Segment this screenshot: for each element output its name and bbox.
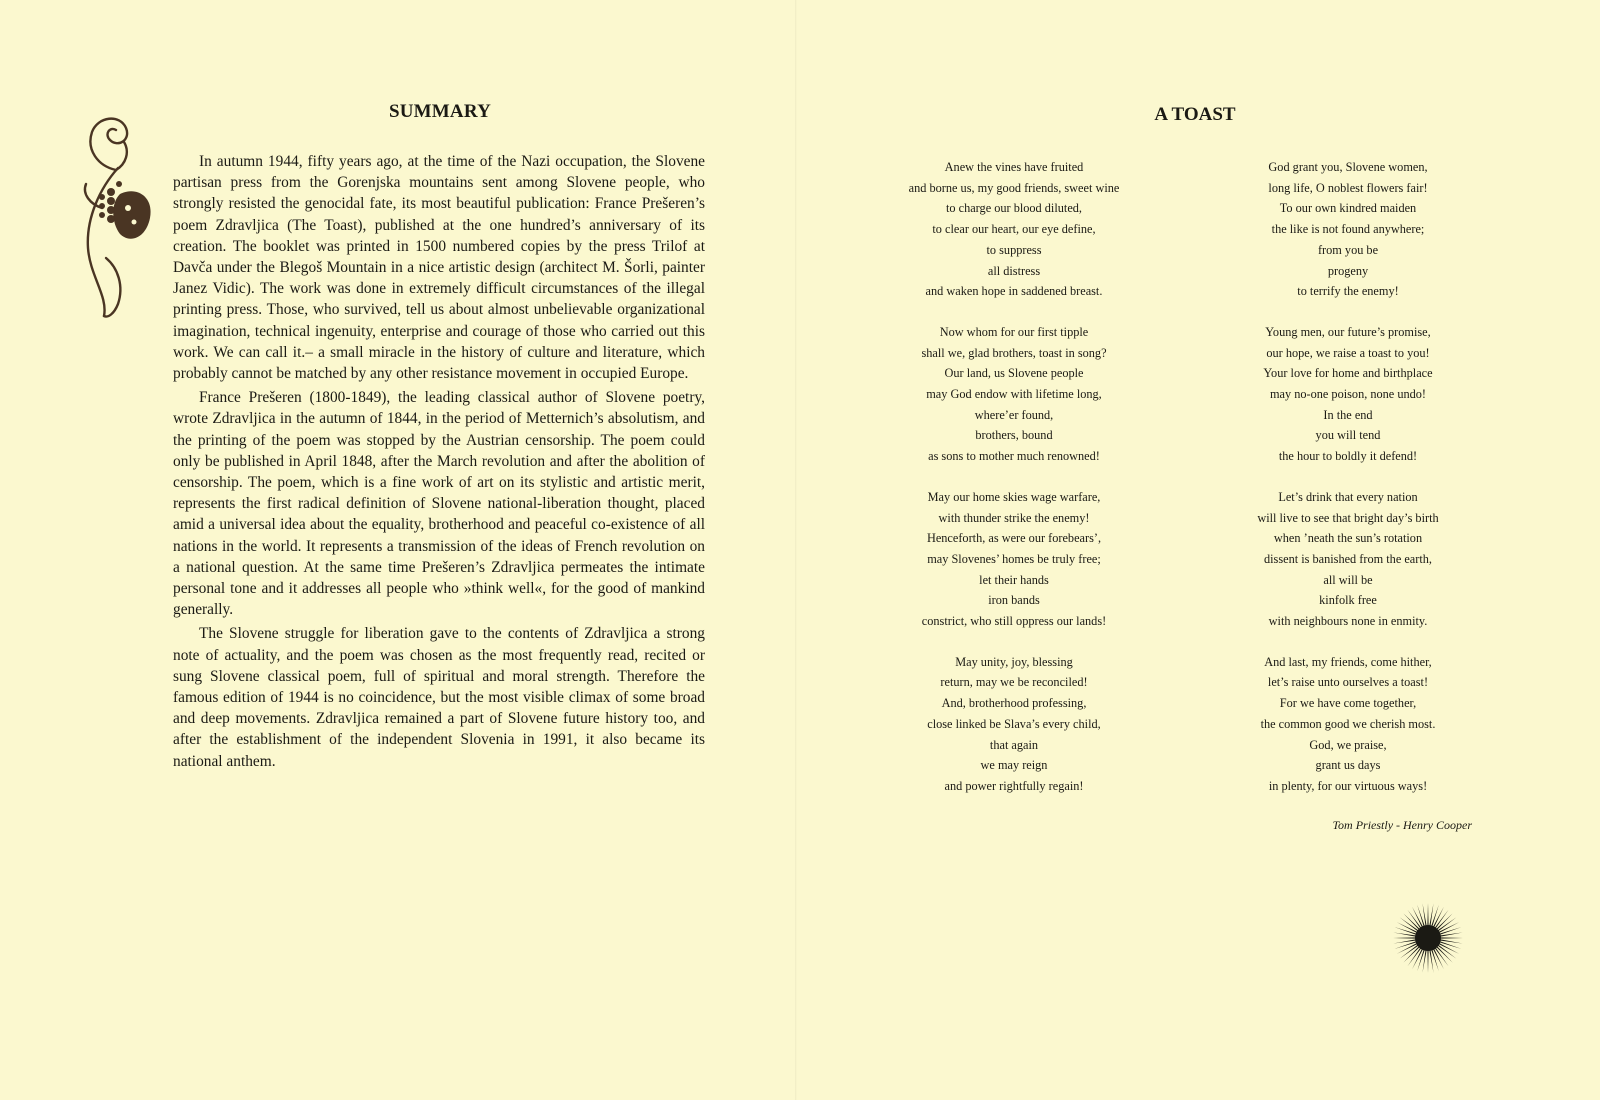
poem-line: Young men, our future’s promise, xyxy=(1265,324,1431,339)
poem-line: with neighbours none in enmity. xyxy=(1268,614,1428,629)
summary-title: SUMMARY xyxy=(388,101,492,122)
translator-credit: Tom Priestly - Henry Cooper xyxy=(1332,818,1472,832)
poem-line: all will be xyxy=(1323,572,1373,587)
poem-line: For we have come together, xyxy=(1279,696,1417,711)
poem-line: and power rightfully regain! xyxy=(944,778,1084,793)
poem-line: constrict, who still oppress our lands! xyxy=(921,614,1107,629)
poem-line: to suppress xyxy=(986,242,1042,257)
poem-line: we may reign xyxy=(980,758,1048,773)
poem-line: kinfolk free xyxy=(1319,593,1377,608)
poem-line: will live to see that bright day’s birth xyxy=(1257,510,1439,525)
poem-line: from you be xyxy=(1317,242,1379,257)
poem-line: when ’neath the sun’s rotation xyxy=(1273,531,1423,546)
poem-line: progeny xyxy=(1327,263,1369,278)
poem-line: Let’s drink that every nation xyxy=(1278,489,1418,504)
poem-line: shall we, glad brothers, toast in song? xyxy=(921,345,1107,360)
poem-line: close linked be Slava’s every child, xyxy=(927,716,1101,731)
poem-line: and waken hope in saddened breast. xyxy=(925,284,1103,299)
poem-line: Anew the vines have fruited xyxy=(944,160,1084,174)
poem-line: Now whom for our first tipple xyxy=(939,324,1089,339)
summary-body xyxy=(173,151,705,775)
floral-vine-ornament-icon xyxy=(78,108,158,323)
right-page xyxy=(797,0,1600,1100)
poem-stanza xyxy=(1227,487,1469,632)
poem-line: the hour to boldly it defend! xyxy=(1278,449,1418,464)
poem-line: return, may we be reconciled! xyxy=(940,675,1088,690)
poem-line: And, brotherhood professing, xyxy=(941,696,1087,711)
sun-burst-icon xyxy=(1392,902,1464,974)
summary-paragraph-1: In autumn 1944, fifty years ago, at the time of the Nazi occupation, the Slovene partisan press from the Gorenjska mountains sent among Slovene people, who strongly resisted the genocidal fate, its most beautiful publication: France Prešeren’s poem Zdravljica (The Toast), published at the one hundred’s anniversary of its creation. The booklet was printed in 1500 numbered copies by the press Trilof at Davča under the Blegoš Mountain in a nice artistic design (architect M. Šorli, painter Janez Vidic). The work was done in extremely difficult circumstances of the illegal printing press. Those, who survived, tell us about almost unbelievable organizational imagination, technical ingenuity, enterprise and courage of those who carried out this work. We can call it.– a small miracle in the history of culture and literature, which probably cannot be matched by any other resistance movement in occupied Europe. xyxy=(173,153,705,383)
toast-title: A TOAST xyxy=(1154,104,1236,125)
poem-stanza xyxy=(889,487,1139,632)
poem-line: may Slovenes’ homes be truly free; xyxy=(927,551,1101,566)
poem-line: God grant you, Slovene women, xyxy=(1268,160,1428,174)
poem-line: dissent is banished from the earth, xyxy=(1263,551,1433,566)
poem-stanza xyxy=(1227,322,1469,467)
poem-line: God, we praise, xyxy=(1309,737,1387,752)
poem-line: that again xyxy=(989,737,1039,752)
poem-line: long life, O noblest flowers fair! xyxy=(1268,180,1428,195)
summary-paragraph-2: France Prešeren (1800-1849), the leading classical author of Slovene poetry, wrote Zdravljica in the autumn of 1844, in the period of Metternich’s absolutism, and the printing of the poem was stopped by the Austrian censorship. The poem could only be published in April 1848, after the March revolution and after the abolition of censorship. The poem, which is a fine work of art on its stylistic and artistic merit, represents the first radical definition of Slovene national-liberation thought, placed amid a universal idea about the equality, brotherhood and peaceful co-existence of all nations in the world. It represents a transmission of the ideas of French revolution on a national question. At the same time Prešeren’s Zdravljica permeates the intimate personal tone and it addresses all people who »think well«, for the good of mankind generally. xyxy=(173,389,705,619)
poem-line: to charge our blood diluted, xyxy=(945,201,1083,216)
poem-stanza xyxy=(889,652,1139,797)
poem-line: the common good we cherish most. xyxy=(1260,716,1436,731)
poem-line: To our own kindred maiden xyxy=(1279,201,1417,216)
poem-line: and borne us, my good friends, sweet wine xyxy=(908,180,1120,195)
poem-line: let their hands xyxy=(979,572,1049,587)
poem-line: Your love for home and birthplace xyxy=(1263,366,1433,381)
poem-line: our hope, we raise a toast to you! xyxy=(1266,345,1430,360)
poem-line: to clear our heart, our eye define, xyxy=(932,222,1096,237)
poem-line: with thunder strike the enemy! xyxy=(938,510,1090,525)
poem-line: let’s raise unto ourselves a toast! xyxy=(1267,675,1429,690)
poem-line: may God endow with lifetime long, xyxy=(926,387,1102,402)
poem-line: And last, my friends, come hither, xyxy=(1264,654,1432,669)
poem-line: in plenty, for our virtuous ways! xyxy=(1268,778,1428,793)
poem-line: where’er found, xyxy=(974,407,1054,422)
poem-stanza xyxy=(1227,157,1469,302)
poem-line: Henceforth, as were our forebears’, xyxy=(926,531,1102,546)
poem-column-left xyxy=(889,157,1139,817)
poem-stanza xyxy=(889,157,1139,302)
poem-line: as sons to mother much renowned! xyxy=(928,449,1100,464)
poem-line: In the end xyxy=(1323,407,1373,422)
summary-paragraph-3: The Slovene struggle for liberation gave to the contents of Zdravljica a strong note of actuality, and the poem was chosen as the most frequently read, recited or sung Slovene classical poem, full of spiritual and moral strength. Therefore the famous edition of 1944 is no coincidence, but the most visible climax of some broad and deep movements. Zdravljica remained a part of Slovene future history too, and after the establishment of the independent Slovenia in 1991, it also became its national anthem. xyxy=(173,625,705,770)
poem-line: May our home skies wage warfare, xyxy=(927,489,1101,504)
poem-line: to terrify the enemy! xyxy=(1297,284,1399,299)
poem-line: Our land, us Slovene people xyxy=(944,366,1084,381)
poem-line: all distress xyxy=(987,263,1041,278)
poem-stanza xyxy=(1227,652,1469,797)
poem-line: brothers, bound xyxy=(975,428,1053,443)
poem-stanza xyxy=(889,322,1139,467)
left-page xyxy=(0,0,795,1100)
poem-line: the like is not found anywhere; xyxy=(1271,222,1425,237)
poem-line: grant us days xyxy=(1315,758,1381,773)
poem-column-right xyxy=(1227,157,1469,817)
poem-line: may no-one poison, none undo! xyxy=(1269,387,1427,402)
poem-line: iron bands xyxy=(988,593,1040,608)
poem-line: you will tend xyxy=(1315,428,1381,443)
poem-line: May unity, joy, blessing xyxy=(955,654,1073,669)
